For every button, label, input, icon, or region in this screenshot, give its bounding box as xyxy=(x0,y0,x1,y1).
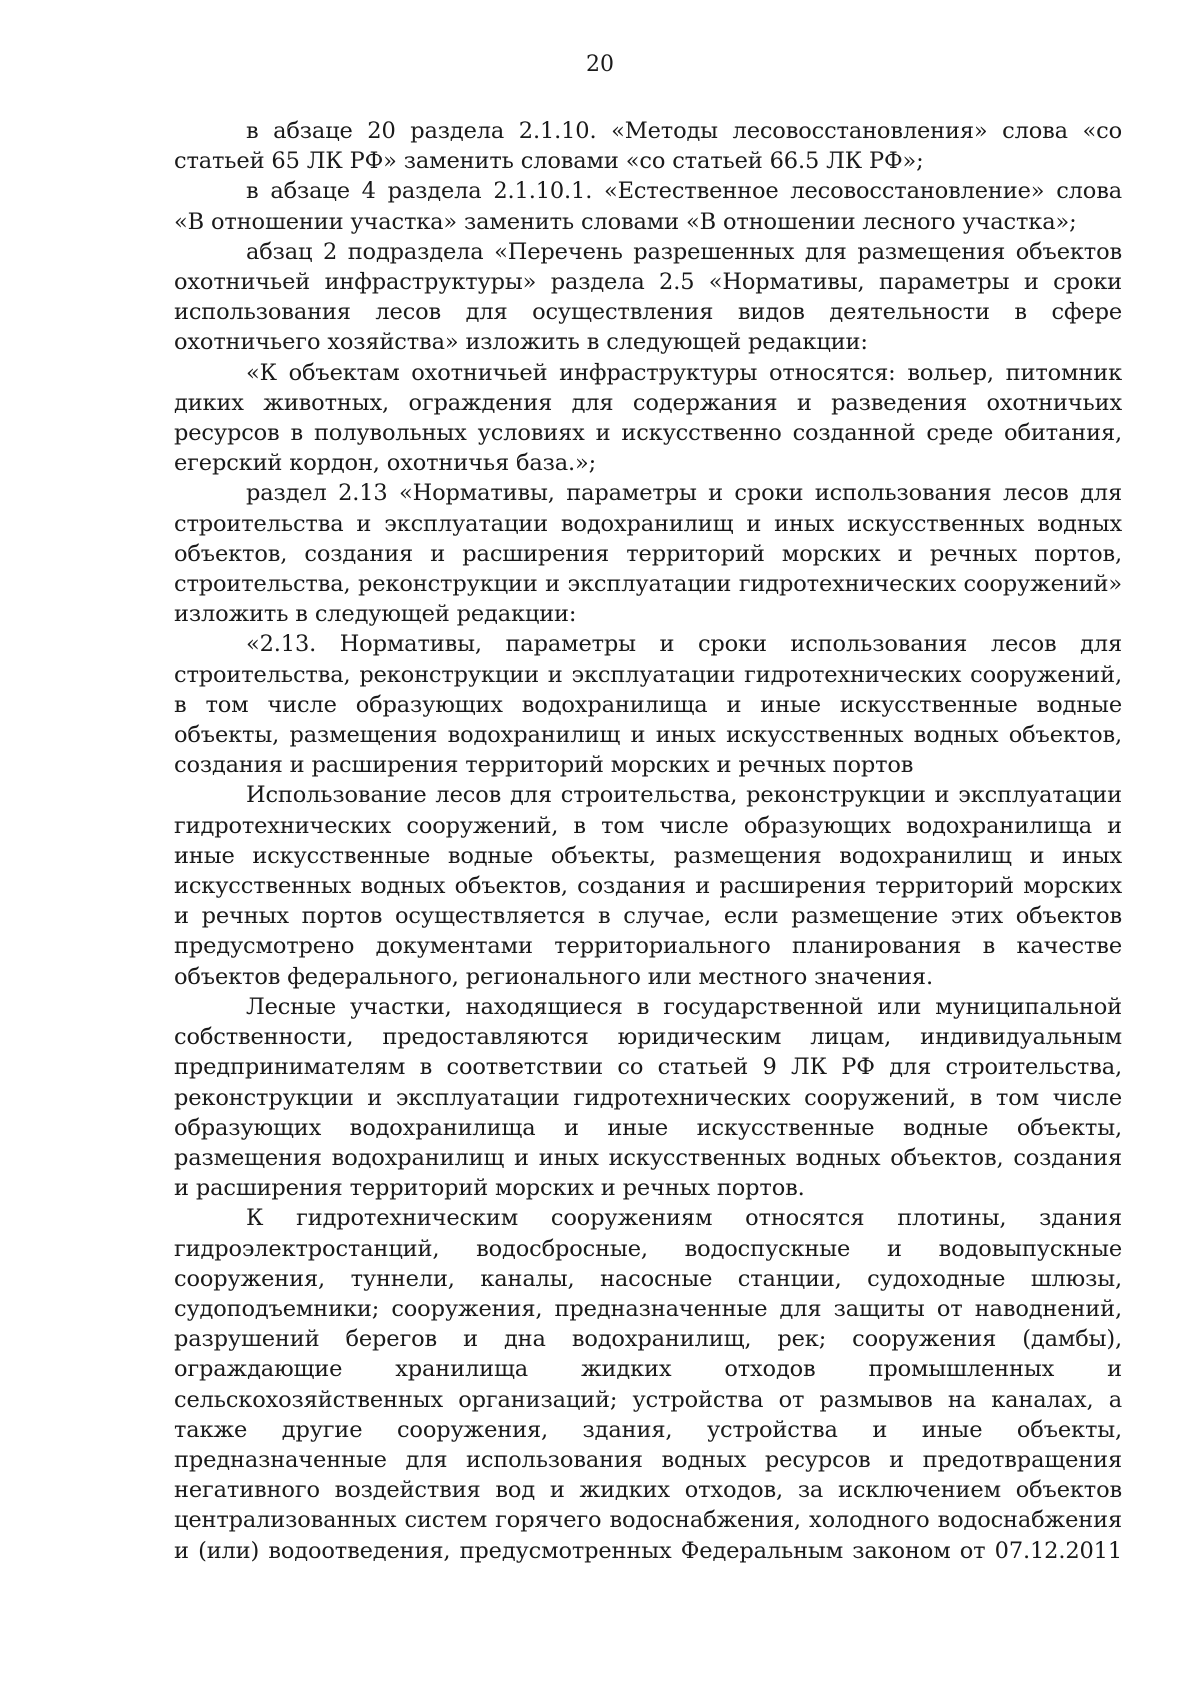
paragraph: К гидротехническим сооружениям относятся плотины, здания гидроэлектростанций, водосбросные, водоспускные и водовыпускные сооружения, туннели, каналы, насосные станции, судоходные шлюзы, судоподъемники; сооружения, предназначенные для защиты от наводнений, разрушений берегов и дна водохранилищ, рек; сооружения (дамбы), ограждающие хранилища жидких отходов промышленных и сельскохозяйственных организаций; устройства от размывов на каналах, а также другие сооружения, здания, устройства и иные объекты, предназначенные для использования водных ресурсов и предотвращения негативного воздействия вод и жидких отходов, за исключением объектов централизованных систем горячего водоснабжения, холодного водоснабжения и (или) водоотведения, предусмотренных Федеральным законом от 07.12.2011 xyxy=(174,1205,1122,1564)
paragraph: Лесные участки, находящиеся в государственной или муниципальной собственности, предоставляются юридическим лицам, индивидуальным предпринимателям в соответствии со статьей 9 ЛК РФ для строительства, реконструкции и эксплуатации гидротехнических сооружений, в том числе образующих водохранилища и иные искусственные водные объекты, размещения водохранилищ и иных искусственных водных объектов, создания и расширения территорий морских и речных портов. xyxy=(174,993,1122,1202)
paragraph: «2.13. Нормативы, параметры и сроки использования лесов для строительства, реконструкции и эксплуатации гидротехнических сооружений, в том числе образующих водохранилища и иные искусственные водные объекты, размещения водохранилищ и иных искусственных водных объектов, создания и расширения территорий морских и речных портов xyxy=(174,631,1122,779)
paragraph: «К объектам охотничьей инфраструктуры относятся: вольер, питомник диких животных, ограждения для содержания и разведения охотничьих ресурсов в полувольных условиях и искусственно созданной среде обитания, егерский кордон, охотничья база.»; xyxy=(174,359,1122,477)
paragraph: в абзаце 20 раздела 2.1.10. «Методы лесовосстановления» слова «со статьей 65 ЛК РФ» заменить словами «со статьей 66.5 ЛК РФ»; xyxy=(174,118,1122,175)
document-body xyxy=(174,116,1122,1566)
page-number: 20 xyxy=(586,52,614,77)
paragraph: Использование лесов для строительства, реконструкции и эксплуатации гидротехнических сооружений, в том числе образующих водохранилища и иные искусственные водные объекты, размещения водохранилищ и иных искусственных водных объектов, создания и расширения территорий морских и речных портов осуществляется в случае, если размещение этих объектов предусмотрено документами территориального планирования в качестве объектов федерального, регионального или местного значения. xyxy=(174,782,1122,990)
paragraph: абзац 2 подраздела «Перечень разрешенных для размещения объектов охотничьей инфраструктуры» раздела 2.5 «Нормативы, параметры и сроки использования лесов для осуществления видов деятельности в сфере охотничьего хозяйства» изложить в следующей редакции: xyxy=(174,238,1122,356)
paragraph: в абзаце 4 раздела 2.1.10.1. «Естественное лесовосстановление» слова «В отношении участка» заменить словами «В отношении лесного участка»; xyxy=(174,178,1122,235)
paragraph: раздел 2.13 «Нормативы, параметры и сроки использования лесов для строительства и эксплуатации водохранилищ и иных искусственных водных объектов, создания и расширения территорий морских и речных портов, строительства, реконструкции и эксплуатации гидротехнических сооружений» изложить в следующей редакции: xyxy=(174,480,1122,628)
